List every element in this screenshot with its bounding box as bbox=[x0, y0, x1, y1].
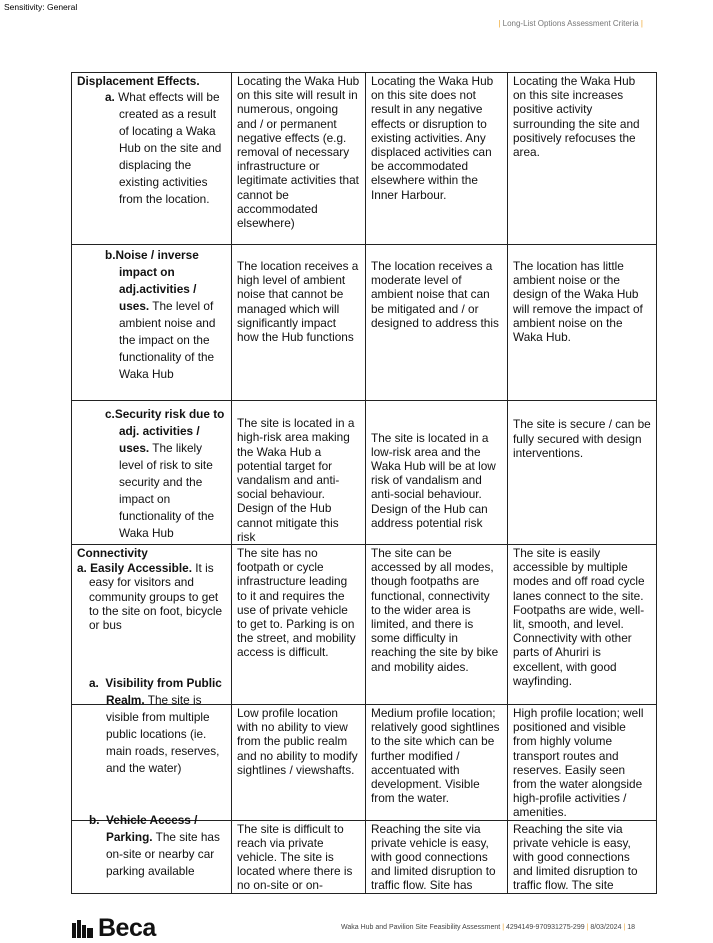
score-high-cell: The location has little ambient noise or the design of the Waka Hub will remove the impact of ambient noise on the Waka Hub. bbox=[508, 245, 657, 401]
score-high-cell: High profile location; well positioned and visible from highly volume transport routes and reserves. Easily seen from the water alongside high-profile activities / amenities. bbox=[508, 705, 657, 821]
score-low-cell: Low profile location with no ability to view from the public realm and no ability to modify sightlines / viewshafts. bbox=[232, 705, 366, 821]
page-footer: Waka Hub and Pavilion Site Feasibility Assessment | 4294149-970931275-299 | 8/03/2024 | 18 bbox=[340, 924, 635, 931]
table-row bbox=[72, 245, 657, 401]
table-row bbox=[72, 820, 657, 893]
criterion-cell bbox=[72, 812, 232, 893]
score-mid-cell: The location receives a moderate level of ambient noise that can be mitigated and / or designed to address this bbox=[366, 245, 508, 401]
score-mid-cell: Medium profile location; relatively good sightlines to the site which can be further modified / accentuated with development. Visible from the water. bbox=[366, 705, 508, 821]
section-heading: Displacement Effects. bbox=[77, 74, 200, 88]
footer-doc-title: Waka Hub and Pavilion Site Feasibility Assessment bbox=[340, 924, 501, 931]
page-number: 18 bbox=[627, 924, 635, 931]
table-row bbox=[72, 73, 657, 245]
criterion-text: c.Security risk due to adj. activities / uses. The likely level of risk to site security and the impact on functionality of the Waka Hub bbox=[105, 407, 225, 540]
criterion-cell bbox=[72, 676, 232, 821]
criteria-table bbox=[71, 72, 657, 894]
criterion-cell bbox=[72, 245, 232, 401]
header-title: Long-List Options Assessment Criteria bbox=[502, 19, 639, 28]
score-high-cell: Reaching the site via private vehicle is easy, with good connections and limited disruption to traffic flow. The site bbox=[508, 820, 657, 893]
table-row bbox=[72, 401, 657, 545]
score-low-cell: The site is located in a high-risk area making the Waka Hub a potential target for vandalism and anti-social behaviour. Design of the Hub cannot mitigate this risk bbox=[232, 401, 366, 545]
score-low-cell: The location receives a high level of ambient noise that cannot be managed which will significantly impact how the Hub functions bbox=[232, 245, 366, 401]
beca-logo bbox=[72, 914, 156, 943]
criterion-text: a. What effects will be created as a result of locating a Waka Hub on the site and displacing the existing activities from the location. bbox=[105, 90, 222, 207]
score-mid-cell: The site is located in a low-risk area and the Waka Hub will be at low risk of vandalism and anti-social behaviour. Design of the Hub can address potential risk bbox=[366, 401, 508, 545]
beca-logo-mark-icon bbox=[72, 920, 94, 938]
criterion-text: a. Visibility from Public Realm. The site is visible from multiple public locations (ie. main roads, reserves, and the water) bbox=[89, 676, 222, 775]
footer-ref: 4294149-970931275-299 bbox=[505, 924, 585, 931]
criterion-text: b.Noise / inverse impact on adj.activities / uses. The level of ambient noise and the impact on the functionality of the Waka Hub bbox=[105, 248, 216, 381]
score-low-cell: Locating the Waka Hub on this site will result in numerous, ongoing and / or permanent negative effects (e.g. removal of necessary infrastructure or legitimate activities that cannot be accommodated elsewhere) bbox=[232, 73, 366, 245]
sensitivity-label: Sensitivity: General bbox=[4, 2, 78, 12]
table-row bbox=[72, 705, 657, 821]
score-high-cell: The site is easily accessible by multiple modes and off road cycle lanes connect to the site. Footpaths are wide, well-lit, smooth, and level. Connectivity with other parts of Ahuriri is excellent, with good wayfinding. bbox=[508, 545, 657, 705]
section-heading: Connectivity bbox=[77, 546, 148, 560]
criterion-cell bbox=[72, 73, 232, 245]
score-mid-cell: Locating the Waka Hub on this site does not result in any negative effects or disruption to existing activities. Any displaced activities can be accommodated elsewhere within the Inner Harbour. bbox=[366, 73, 508, 245]
score-low-cell: The site has no footpath or cycle infrastructure leading to it and requires the use of private vehicle to get to. Parking is on the street, and mobility access is difficult. bbox=[232, 545, 366, 705]
logo-text: Beca bbox=[98, 914, 156, 942]
score-low-cell: The site is difficult to reach via private vehicle. The site is located where there is no on-site or on- bbox=[232, 820, 366, 893]
criterion-text: a. Easily Accessible. It is easy for visitors and community groups to get to the site on foot, bicycle or bus bbox=[77, 561, 223, 633]
criterion-text: b. Vehicle Access / Parking. The site has on-site or nearby car parking available bbox=[89, 812, 220, 878]
score-high-cell: The site is secure / can be fully secured with design interventions. bbox=[508, 401, 657, 545]
criterion-cell bbox=[72, 401, 232, 545]
score-mid-cell: The site can be accessed by all modes, though footpaths are functional, connectivity to the wider area is limited, and there is some difficulty in reaching the site by bike and mobility aides. bbox=[366, 545, 508, 705]
score-high-cell: Locating the Waka Hub on this site increases positive activity surrounding the site and positively refocuses the area. bbox=[508, 73, 657, 245]
footer-date: 8/03/2024 bbox=[590, 924, 622, 931]
score-mid-cell: Reaching the site via private vehicle is easy, with good connections and limited disruption to traffic flow. Site has bbox=[366, 820, 508, 893]
page-header: | Long-List Options Assessment Criteria | bbox=[498, 19, 643, 28]
